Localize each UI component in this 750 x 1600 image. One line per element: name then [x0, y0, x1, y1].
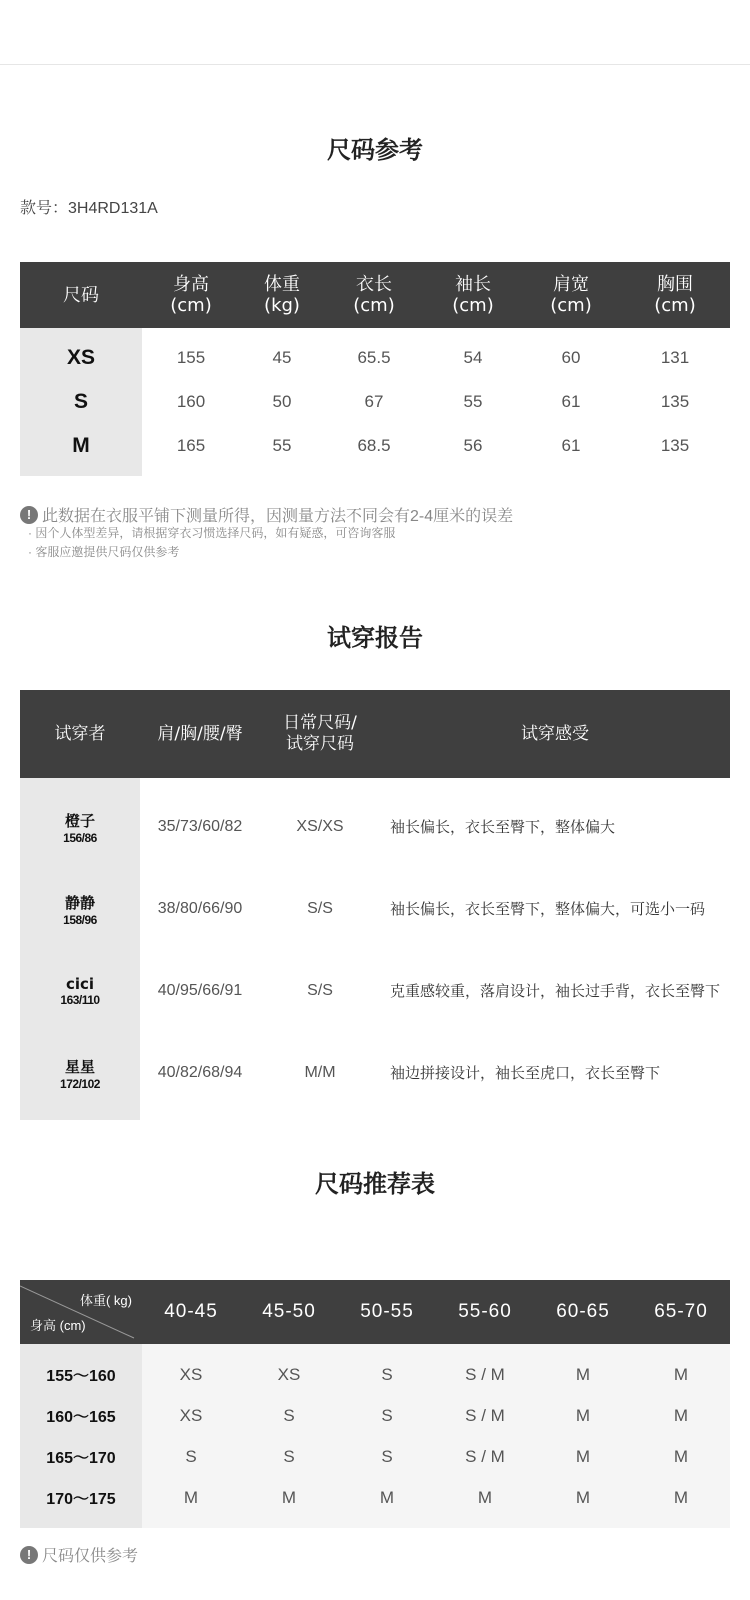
tester [20, 1032, 140, 1114]
size-label: XS [66, 346, 95, 369]
cell: 袖边拼接设计，袖长至虎口，衣长至臀下 [390, 1064, 661, 1082]
cell: S/S [307, 982, 333, 999]
height-axis-label: 身高 (cm) [30, 1318, 86, 1333]
cell: M [673, 1364, 689, 1384]
weight-header: 45-50 [262, 1301, 316, 1322]
weight-header: 40-45 [164, 1301, 218, 1322]
height-label: 170～175 [46, 1491, 116, 1508]
tester-body: 163/110 [60, 993, 100, 1007]
try-on-header [20, 690, 730, 778]
cell: M [183, 1487, 199, 1507]
size-table [20, 262, 730, 476]
height-column [20, 1344, 142, 1528]
sub-note: · 因个人体型差异，请根据穿衣习惯选择尺码，如有疑惑，可咨询客服 [28, 526, 396, 540]
cell: 68.5 [357, 436, 391, 455]
cell: 50 [272, 392, 292, 411]
tester [20, 868, 140, 950]
top-divider [0, 64, 750, 65]
weight-header: 60-65 [556, 1301, 610, 1322]
cell: S [185, 1446, 197, 1466]
cell: 60 [561, 348, 581, 367]
cell: XS/XS [296, 818, 344, 835]
cell: 55 [463, 392, 483, 411]
tester-name: 静静 [64, 893, 95, 912]
cell: S/S [307, 900, 333, 917]
cell: M [575, 1487, 591, 1507]
cell: 袖长偏长，衣长至臀下，整体偏大，可选小一码 [390, 900, 706, 918]
tester-name: 橙子 [64, 811, 95, 830]
cell: M [477, 1487, 493, 1507]
cell: M [281, 1487, 297, 1507]
table-row [142, 424, 730, 468]
size-label: M [72, 434, 90, 457]
cell: S [381, 1405, 393, 1425]
header-size: 尺码 [63, 284, 99, 306]
cell: XS [179, 1364, 203, 1384]
height-label: 160～165 [46, 1409, 116, 1426]
cell: 67 [364, 392, 384, 411]
cell: 160 [176, 392, 206, 411]
cell: 61 [561, 436, 581, 455]
cell: 61 [561, 392, 581, 411]
header-measure: 肩/胸/腰/臀 [157, 723, 243, 744]
footer-note [20, 1543, 138, 1566]
cell: XS [277, 1364, 301, 1384]
table-row [140, 868, 730, 950]
cell: M [673, 1487, 689, 1507]
cell: 135 [660, 436, 690, 455]
table-row [142, 1395, 730, 1436]
cell: 38/80/66/90 [157, 900, 243, 917]
size-label-column [20, 328, 142, 476]
header-feel: 试穿感受 [521, 723, 589, 744]
header-sleeve: 袖长 (cm) [452, 274, 494, 316]
exclamation-icon: ! [20, 1546, 38, 1564]
size-recommendation-title: 尺码推荐表 [315, 1170, 435, 1198]
cell: 40/82/68/94 [157, 1064, 243, 1081]
cell: 袖长偏长，衣长至臀下，整体偏大 [390, 818, 616, 836]
cell: M [575, 1364, 591, 1384]
cell: 55 [272, 436, 292, 455]
table-row [140, 950, 730, 1032]
exclamation-icon: ! [20, 506, 38, 524]
cell: 克重感较重，落肩设计，袖长过手背，衣长至臀下 [390, 982, 721, 1000]
cell: 135 [660, 392, 690, 411]
cell: M/M [304, 1064, 336, 1081]
table-row [142, 380, 730, 424]
height-label: 165～170 [46, 1450, 116, 1467]
cell: 155 [176, 348, 206, 367]
cell: 131 [660, 348, 690, 367]
size-label: S [73, 390, 88, 413]
weight-header: 55-60 [458, 1301, 512, 1322]
try-on-table [20, 690, 730, 1120]
header-shoulder: 肩宽 (cm) [550, 274, 592, 316]
cell: 35/73/60/82 [157, 818, 243, 835]
cell: S / M [465, 1364, 505, 1384]
header-tester: 试穿者 [54, 723, 106, 744]
table-row [140, 786, 730, 868]
tester-body: 156/86 [63, 830, 97, 845]
tester [20, 950, 140, 1032]
cell: S [381, 1364, 393, 1384]
tester-name: 星星 [64, 1057, 95, 1076]
cell: 40/95/66/91 [157, 982, 243, 999]
weight-axis-label: 体重( kg) [79, 1293, 132, 1308]
style-number: 款号：3H4RD131A [20, 200, 158, 217]
cell: 54 [463, 348, 483, 367]
table-row [142, 1436, 730, 1477]
try-on-title: 试穿报告 [327, 624, 423, 652]
table-row [142, 336, 730, 380]
header-size: 日常尺码/ 试穿尺码 [283, 713, 357, 754]
weight-header: 65-70 [654, 1301, 708, 1322]
header-height: 身高 (cm) [170, 274, 212, 316]
header-weight: 体重 (kg) [264, 274, 300, 316]
height-label: 155～160 [46, 1368, 116, 1385]
tester-body: 172/102 [60, 1076, 100, 1091]
recommendation-table [20, 1280, 730, 1528]
cell: M [673, 1405, 689, 1425]
cell: S / M [465, 1405, 505, 1425]
tester-name: cici [65, 975, 95, 993]
measurement-note [20, 503, 513, 526]
table-row [140, 1032, 730, 1114]
recommendation-header [20, 1280, 730, 1344]
cell: S [283, 1446, 295, 1466]
note-text: 此数据在衣服平铺下测量所得，因测量方法不同会有2-4厘米的误差 [42, 508, 514, 525]
tester-column [20, 778, 140, 1120]
cell: M [379, 1487, 395, 1507]
size-reference-title: 尺码参考 [327, 136, 423, 164]
sub-note: · 客服应邀提供尺码仅供参考 [28, 545, 180, 559]
cell: M [575, 1405, 591, 1425]
cell: 65.5 [357, 348, 391, 367]
cell: XS [179, 1405, 203, 1425]
footer-text: 尺码仅供参考 [42, 1548, 139, 1565]
table-row [142, 1477, 730, 1518]
cell: 56 [463, 436, 483, 455]
cell: S [283, 1405, 295, 1425]
cell: M [673, 1446, 689, 1466]
tester-body: 158/96 [63, 912, 97, 927]
table-row [142, 1354, 730, 1395]
size-table-header [20, 262, 730, 328]
header-bust: 胸围 (cm) [654, 274, 696, 316]
tester [20, 786, 140, 868]
corner-cell [20, 1280, 142, 1344]
cell: M [575, 1446, 591, 1466]
weight-header: 50-55 [360, 1301, 414, 1322]
cell: 165 [176, 436, 206, 455]
cell: S / M [465, 1446, 505, 1466]
cell: 45 [272, 348, 292, 367]
header-length: 衣长 (cm) [353, 274, 395, 316]
cell: S [381, 1446, 393, 1466]
